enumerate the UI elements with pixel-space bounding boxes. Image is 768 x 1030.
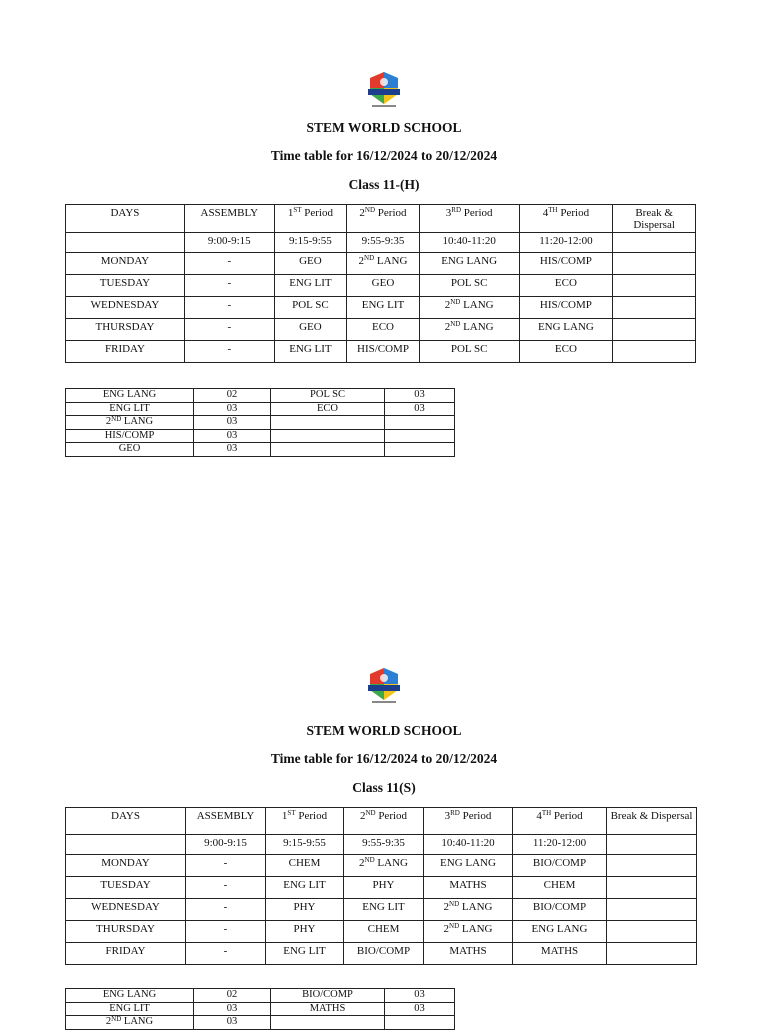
header-period-2: 2ND Period — [344, 808, 424, 835]
class-name: Class 11(S) — [352, 780, 416, 795]
table-row — [66, 319, 696, 341]
cell: - — [184, 341, 274, 363]
cell: BIO/COMP — [513, 855, 607, 877]
cell: ENG LANG — [513, 921, 607, 943]
cell: GEO — [274, 253, 347, 275]
day-cell: WEDNESDAY — [66, 899, 186, 921]
header-period-2: 2ND Period — [347, 205, 420, 233]
cell: ENG LANG — [424, 855, 513, 877]
cell: GEO — [347, 275, 420, 297]
table-header-row — [66, 205, 696, 233]
subject-count-table — [65, 388, 455, 457]
time-cell: 10:40-11:20 — [419, 233, 519, 253]
cell: POL SC — [419, 275, 519, 297]
header-assembly: ASSEMBLY — [184, 205, 274, 233]
cell: ENG LANG — [519, 319, 613, 341]
cell: BIO/COMP — [344, 943, 424, 965]
cell: - — [184, 319, 274, 341]
time-cell: 11:20-12:00 — [513, 835, 607, 855]
day-cell: TUESDAY — [66, 877, 186, 899]
subject-count-table — [65, 988, 455, 1030]
cell: PHY — [344, 877, 424, 899]
day-cell: WEDNESDAY — [66, 297, 185, 319]
table-row — [66, 943, 697, 965]
table-row: GEO 03 — [66, 443, 455, 457]
time-cell: 9:15-9:55 — [274, 233, 347, 253]
cell: 2ND LANG — [347, 253, 420, 275]
header-days: DAYS — [66, 808, 186, 835]
cell: PHY — [266, 921, 344, 943]
header-period-4: 4TH Period — [519, 205, 613, 233]
cell: - — [186, 877, 266, 899]
cell: - — [186, 943, 266, 965]
table-row — [66, 855, 697, 877]
cell: PHY — [266, 899, 344, 921]
cell: - — [184, 275, 274, 297]
cell: ENG LIT — [266, 943, 344, 965]
table-row — [66, 877, 697, 899]
cell: ECO — [519, 341, 613, 363]
table-row — [66, 899, 697, 921]
cell: - — [184, 297, 274, 319]
school-name: STEM WORLD SCHOOL — [306, 723, 462, 738]
day-cell: TUESDAY — [66, 275, 185, 297]
table-row — [66, 253, 696, 275]
time-cell: 10:40-11:20 — [424, 835, 513, 855]
table-row: HIS/COMP 03 — [66, 429, 455, 443]
day-cell: THURSDAY — [66, 319, 185, 341]
header-assembly: ASSEMBLY — [186, 808, 266, 835]
table-row — [66, 275, 696, 297]
header-period-3: 3RD Period — [424, 808, 513, 835]
cell: CHEM — [513, 877, 607, 899]
cell: GEO — [274, 319, 347, 341]
day-cell: THURSDAY — [66, 921, 186, 943]
cell: HIS/COMP — [519, 253, 613, 275]
header-period-1: 1ST Period — [274, 205, 347, 233]
cell: 2ND LANG — [419, 319, 519, 341]
time-cell: 11:20-12:00 — [519, 233, 613, 253]
cell: CHEM — [266, 855, 344, 877]
cell: - — [184, 253, 274, 275]
day-cell: FRIDAY — [66, 341, 185, 363]
table-row: ENG LIT 03 MATHS 03 — [66, 1002, 455, 1016]
day-cell: FRIDAY — [66, 943, 186, 965]
cell: 2ND LANG — [419, 297, 519, 319]
cell: 2ND LANG — [424, 921, 513, 943]
cell: ENG LIT — [266, 877, 344, 899]
header-period-3: 3RD Period — [419, 205, 519, 233]
table-header-row — [66, 808, 697, 835]
table-row: ENG LANG 02 POL SC 03 — [66, 389, 455, 403]
school-name: STEM WORLD SCHOOL — [306, 120, 462, 135]
cell: CHEM — [344, 921, 424, 943]
school-logo-icon — [364, 70, 404, 110]
cell: ENG LIT — [347, 297, 420, 319]
cell: ENG LIT — [274, 341, 347, 363]
cell: MATHS — [424, 943, 513, 965]
cell: - — [186, 899, 266, 921]
header-days: DAYS — [66, 205, 185, 233]
table-row — [66, 921, 697, 943]
cell: POL SC — [274, 297, 347, 319]
timetable-date-range: Time table for 16/12/2024 to 20/12/2024 — [270, 148, 498, 163]
timetable-table — [65, 807, 697, 965]
table-row: 2ND LANG 03 — [66, 416, 455, 430]
table-row: ENG LIT 03 ECO 03 — [66, 402, 455, 416]
table-row — [66, 297, 696, 319]
table-row: 2ND LANG 03 — [66, 1016, 455, 1030]
time-cell: 9:55-9:35 — [347, 233, 420, 253]
cell: ENG LIT — [274, 275, 347, 297]
time-cell: 9:15-9:55 — [266, 835, 344, 855]
time-cell: 9:00-9:15 — [186, 835, 266, 855]
times-row — [66, 835, 697, 855]
timetable-date-range: Time table for 16/12/2024 to 20/12/2024 — [270, 751, 498, 766]
cell: POL SC — [419, 341, 519, 363]
time-cell: 9:00-9:15 — [184, 233, 274, 253]
times-row — [66, 233, 696, 253]
table-row: ENG LANG 02 BIO/COMP 03 — [66, 989, 455, 1003]
header-period-1: 1ST Period — [266, 808, 344, 835]
cell: HIS/COMP — [519, 297, 613, 319]
cell: ENG LIT — [344, 899, 424, 921]
cell: ECO — [347, 319, 420, 341]
cell: 2ND LANG — [344, 855, 424, 877]
cell: ENG LANG — [419, 253, 519, 275]
day-cell: MONDAY — [66, 855, 186, 877]
header-period-4: 4TH Period — [513, 808, 607, 835]
timetable-table — [65, 204, 696, 363]
cell: 2ND LANG — [424, 899, 513, 921]
school-logo-icon — [364, 666, 404, 706]
cell: HIS/COMP — [347, 341, 420, 363]
cell: BIO/COMP — [513, 899, 607, 921]
header-break: Break & Dispersal — [613, 205, 696, 233]
day-cell: MONDAY — [66, 253, 185, 275]
cell: ECO — [519, 275, 613, 297]
header-break: Break & Dispersal — [607, 808, 697, 835]
class-name: Class 11-(H) — [348, 177, 420, 192]
table-row — [66, 341, 696, 363]
time-cell: 9:55-9:35 — [344, 835, 424, 855]
cell: - — [186, 855, 266, 877]
cell: - — [186, 921, 266, 943]
cell: MATHS — [424, 877, 513, 899]
cell: MATHS — [513, 943, 607, 965]
